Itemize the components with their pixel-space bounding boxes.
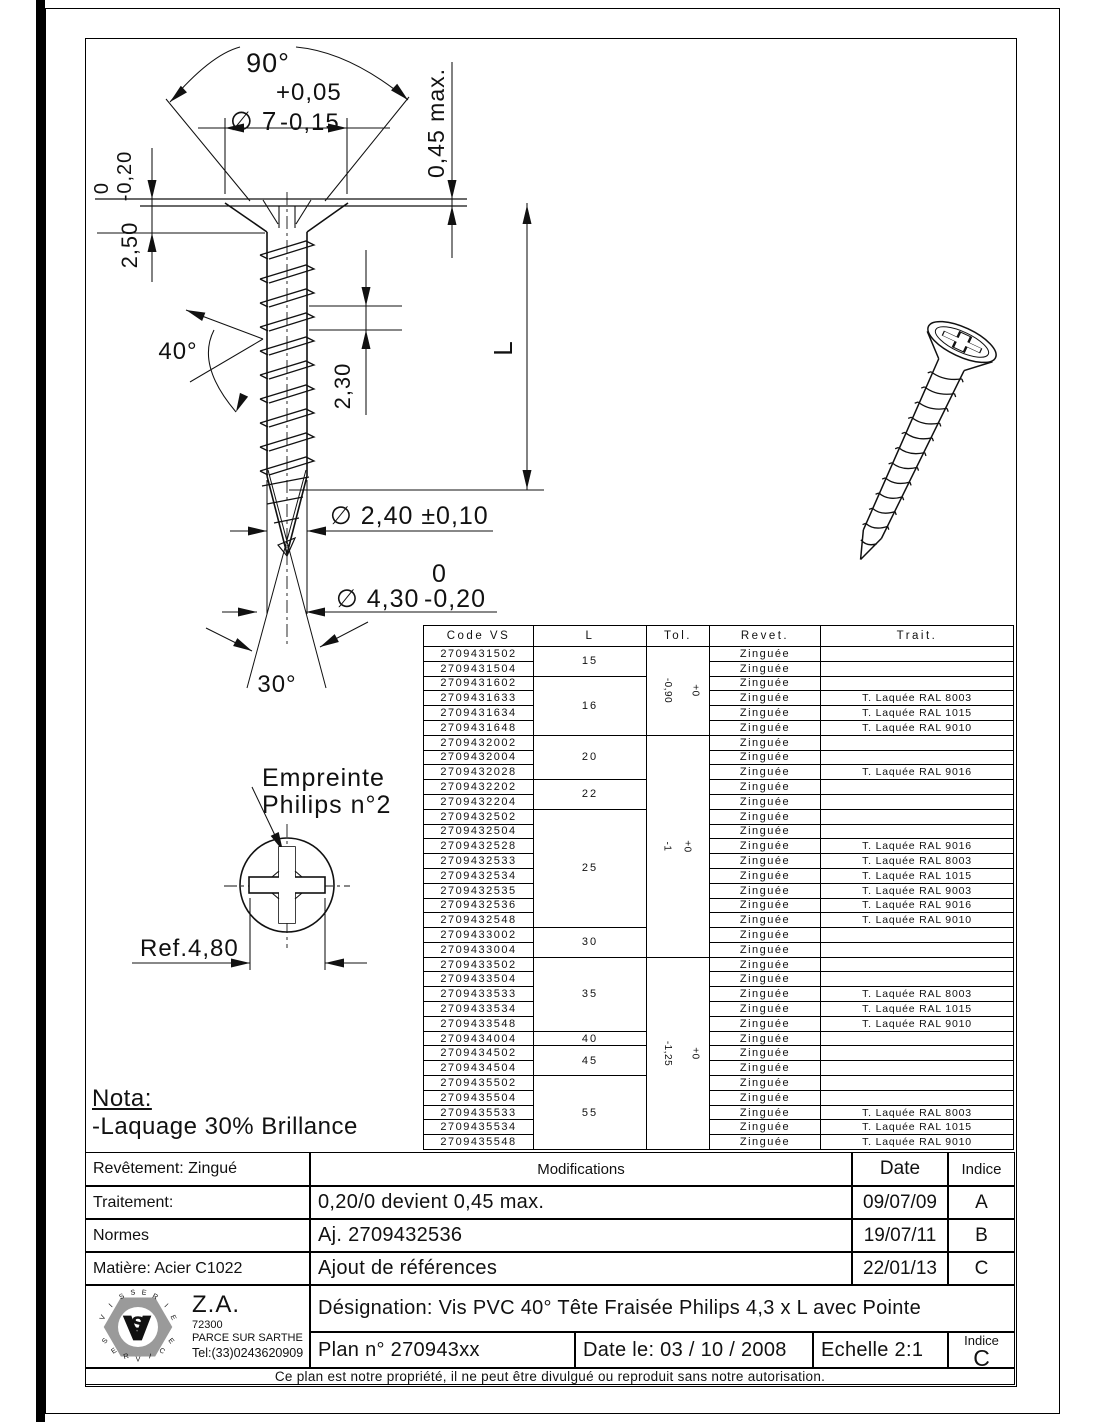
code-cell: 2709433504 (424, 972, 534, 987)
code-cell: 2709432004 (424, 751, 534, 766)
logo-arc-letter: S (100, 1336, 110, 1345)
length-cell: 22 (534, 780, 647, 810)
code-cell: 2709435534 (424, 1120, 534, 1135)
trait-cell: T. Laquée RAL 1015 (821, 706, 1014, 721)
indice-header: Indice (948, 1152, 1015, 1186)
modification-indice: C (948, 1252, 1015, 1285)
logo-arc-letter: I (147, 1351, 152, 1361)
code-cell: 2709432002 (424, 736, 534, 751)
dim-thread-angle: 40° (158, 338, 198, 365)
code-cell: 2709432504 (424, 825, 534, 840)
modifications-header: Modifications (310, 1152, 852, 1186)
trait-cell (821, 751, 1014, 766)
revet-cell: Zinguée (710, 825, 821, 840)
column-header: Trait. (821, 626, 1014, 647)
nota-line: -Laquage 30% Brillance (92, 1113, 358, 1140)
code-cell: 2709435504 (424, 1091, 534, 1106)
code-cell: 2709433502 (424, 958, 534, 973)
logo-monogram-s: S (131, 1313, 145, 1335)
modification-date: 09/07/09 (852, 1186, 948, 1219)
code-cell: 2709433534 (424, 1002, 534, 1017)
code-cell: 2709435533 (424, 1106, 534, 1121)
trait-cell: T. Laquée RAL 8003 (821, 854, 1014, 869)
code-cell: 2709433533 (424, 987, 534, 1002)
tolerance-cell (647, 736, 710, 958)
dim-head-dia: ∅ 7 (230, 106, 278, 136)
length-cell: 35 (534, 958, 647, 1032)
code-cell: 2709433002 (424, 928, 534, 943)
dim-head-h-zero: 0 (91, 181, 113, 195)
property-notice: Ce plan est notre propriété, il ne peut être divulgué ou reproduit sans notre autorisation. (85, 1368, 1015, 1385)
trait-cell: T. Laquée RAL 9003 (821, 884, 1014, 899)
indice-cell (948, 1332, 1015, 1368)
trait-cell (821, 736, 1014, 751)
logo-arc-letter: E (168, 1313, 178, 1321)
revet-cell: Zinguée (710, 810, 821, 825)
revet-cell: Zinguée (710, 721, 821, 736)
code-cell: 2709432202 (424, 780, 534, 795)
logo-arc-letter: R (122, 1351, 130, 1361)
logo-arc-letter: R (150, 1291, 160, 1301)
code-cell: 2709434004 (424, 1032, 534, 1047)
modification-date: 19/07/11 (852, 1219, 948, 1252)
logo-arc-letter: C (157, 1345, 167, 1356)
traitement-label: Traitement: (85, 1186, 310, 1219)
normes-label: Normes (85, 1219, 310, 1252)
revet-cell: Zinguée (710, 751, 821, 766)
tolerance-cell (647, 958, 710, 1150)
revet-cell: Zinguée (710, 1106, 821, 1121)
screw-isometric-view (827, 313, 1002, 575)
trait-cell (821, 810, 1014, 825)
code-cell: 2709432204 (424, 795, 534, 810)
revet-cell: Zinguée (710, 1046, 821, 1061)
code-cell: 2709434504 (424, 1061, 534, 1076)
dim-od: ∅ 4,30 (336, 585, 420, 613)
trait-cell: T. Laquée RAL 9010 (821, 1135, 1014, 1150)
plan-number: Plan n° 270943xx (310, 1332, 575, 1368)
revet-cell: Zinguée (710, 1120, 821, 1135)
dim-length: L (488, 340, 518, 356)
modification-row: Aj. 2709432536 (310, 1219, 852, 1252)
revet-cell: Zinguée (710, 736, 821, 751)
logo-arc-letter: I (162, 1301, 170, 1309)
code-cell: 2709432548 (424, 913, 534, 928)
vs-logo-icon (90, 1287, 186, 1367)
length-cell: 55 (534, 1076, 647, 1150)
trait-cell: T. Laquée RAL 9016 (821, 765, 1014, 780)
column-header: Tol. (647, 626, 710, 647)
dim-head-tol-minus: -0,15 (280, 109, 340, 136)
title-block (85, 1152, 1015, 1385)
trait-cell: T. Laquée RAL 9010 (821, 721, 1014, 736)
revet-cell: Zinguée (710, 958, 821, 973)
label-recess-1: Empreinte (262, 764, 385, 792)
tol-plus: +0 (689, 684, 701, 698)
company-za: Z.A. (192, 1291, 241, 1319)
logo-arc-letter: S (129, 1287, 136, 1297)
revet-cell: Zinguée (710, 647, 821, 662)
revet-cell: Zinguée (710, 839, 821, 854)
trait-cell (821, 1032, 1014, 1047)
dim-recess-depth: 0,45 max. (423, 68, 449, 178)
date-header: Date (852, 1152, 948, 1186)
code-cell: 2709433548 (424, 1017, 534, 1032)
company-city: PARCE SUR SARTHE (192, 1332, 303, 1345)
dim-head-h-minus: -0,20 (114, 150, 136, 202)
trait-cell: T. Laquée RAL 8003 (821, 1106, 1014, 1121)
revet-cell: Zinguée (710, 884, 821, 899)
trait-cell: T. Laquée RAL 1015 (821, 869, 1014, 884)
logo-arc-letter: E (109, 1345, 119, 1356)
label-recess-2: Philips n°2 (262, 791, 392, 819)
drawing-date: Date le: 03 / 10 / 2008 (575, 1332, 813, 1368)
modification-indice: A (948, 1186, 1015, 1219)
code-cell: 2709431633 (424, 691, 534, 706)
dim-od-minus: -0,20 (424, 585, 486, 613)
tol-plus: +0 (681, 840, 693, 853)
trait-cell (821, 958, 1014, 973)
tolerance-cell (647, 647, 710, 736)
column-header: Revet. (710, 626, 821, 647)
nota-title: Nota: (92, 1085, 152, 1112)
code-cell: 2709431504 (424, 662, 534, 677)
trait-cell: T. Laquée RAL 1015 (821, 1120, 1014, 1135)
code-cell: 2709434502 (424, 1046, 534, 1061)
length-cell: 40 (534, 1032, 647, 1047)
revet-cell: Zinguée (710, 1061, 821, 1076)
nota (92, 1085, 358, 1141)
trait-cell (821, 647, 1014, 662)
trait-cell (821, 795, 1014, 810)
column-header: Code VS (424, 626, 534, 647)
front-view (95, 192, 467, 948)
trait-cell (821, 1076, 1014, 1091)
modification-row: 0,20/0 devient 0,45 max. (310, 1186, 852, 1219)
revet-cell: Zinguée (710, 928, 821, 943)
code-cell: 2709431502 (424, 647, 534, 662)
trait-cell (821, 1061, 1014, 1076)
dim-head-height: 2,50 (117, 221, 142, 269)
company-logo-cell (85, 1285, 310, 1368)
dim-ref-width: Ref.4,80 (140, 935, 239, 962)
trait-cell: T. Laquée RAL 9016 (821, 899, 1014, 914)
code-cell: 2709432534 (424, 869, 534, 884)
phillips-top-view (240, 838, 334, 932)
indice-label: Indice (964, 1333, 999, 1348)
revet-cell: Zinguée (710, 795, 821, 810)
company-tel: Tel:(33)0243620909 (192, 1346, 304, 1361)
revet-cell: Zinguée (710, 869, 821, 884)
trait-cell: T. Laquée RAL 8003 (821, 691, 1014, 706)
trait-cell: T. Laquée RAL 9016 (821, 839, 1014, 854)
length-cell: 45 (534, 1046, 647, 1076)
logo-arc-letter: V (135, 1354, 141, 1363)
dim-head-angle: 90° (246, 48, 290, 78)
tol-minus: -1,25 (661, 1040, 673, 1066)
length-cell: 25 (534, 810, 647, 928)
logo-arc-letter: I (107, 1301, 115, 1309)
modification-row: Ajout de références (310, 1252, 852, 1285)
code-cell: 2709432028 (424, 765, 534, 780)
length-cell: 30 (534, 928, 647, 958)
trait-cell (821, 928, 1014, 943)
designation: Désignation: Vis PVC 40° Tête Fraisée Philips 4,3 x L avec Pointe (310, 1285, 1015, 1332)
dim-core-dia: ∅ 2,40 ±0,10 (330, 502, 489, 530)
modification-indice: B (948, 1219, 1015, 1252)
revet-cell: Zinguée (710, 854, 821, 869)
parts-table (423, 625, 1014, 1150)
code-cell: 2709432535 (424, 884, 534, 899)
trait-cell: T. Laquée RAL 1015 (821, 1002, 1014, 1017)
tol-minus: -0,90 (661, 678, 673, 704)
revet-cell: Zinguée (710, 1076, 821, 1091)
dim-pitch: 2,30 (330, 362, 355, 410)
code-cell: 2709432536 (424, 899, 534, 914)
revet-cell: Zinguée (710, 913, 821, 928)
dim-head-tol-plus: +0,05 (276, 79, 342, 106)
code-cell: 2709432528 (424, 839, 534, 854)
trait-cell (821, 943, 1014, 958)
scale: Echelle 2:1 (813, 1332, 948, 1368)
logo-arc-letter: S (117, 1291, 126, 1301)
code-cell: 2709432533 (424, 854, 534, 869)
revet-cell: Zinguée (710, 1032, 821, 1047)
code-cell: 2709431634 (424, 706, 534, 721)
revet-cell: Zinguée (710, 691, 821, 706)
revet-cell: Zinguée (710, 662, 821, 677)
logo-arc-letter: E (141, 1287, 148, 1297)
logo-arc-letter: V (98, 1313, 108, 1321)
dim-od-zero: 0 (432, 560, 447, 588)
logo-arc-letter: E (166, 1336, 176, 1345)
revet-cell: Zinguée (710, 677, 821, 692)
tol-minus: -1 (661, 841, 673, 852)
column-header: L (534, 626, 647, 647)
revet-cell: Zinguée (710, 706, 821, 721)
indice-value: C (973, 1345, 990, 1368)
trait-cell: T. Laquée RAL 9010 (821, 913, 1014, 928)
trait-cell (821, 780, 1014, 795)
revet-cell: Zinguée (710, 1017, 821, 1032)
trait-cell: T. Laquée RAL 9010 (821, 1017, 1014, 1032)
code-cell: 2709435502 (424, 1076, 534, 1091)
code-cell: 2709432502 (424, 810, 534, 825)
trait-cell (821, 677, 1014, 692)
company-zip: 72300 (192, 1319, 223, 1332)
code-cell: 2709435548 (424, 1135, 534, 1150)
code-cell: 2709431602 (424, 677, 534, 692)
company-address (192, 1293, 303, 1360)
trait-cell (821, 1046, 1014, 1061)
revet-cell: Zinguée (710, 899, 821, 914)
revet-cell: Zinguée (710, 780, 821, 795)
matiere-label: Matière: Acier C1022 (85, 1252, 310, 1285)
revetement-label: Revêtement: Zingué (85, 1152, 310, 1186)
trait-cell (821, 972, 1014, 987)
trait-cell (821, 1091, 1014, 1106)
revet-cell: Zinguée (710, 1002, 821, 1017)
revet-cell: Zinguée (710, 987, 821, 1002)
code-cell: 2709431648 (424, 721, 534, 736)
revet-cell: Zinguée (710, 972, 821, 987)
modification-date: 22/01/13 (852, 1252, 948, 1285)
revet-cell: Zinguée (710, 1091, 821, 1106)
trait-cell (821, 662, 1014, 677)
revet-cell: Zinguée (710, 765, 821, 780)
trait-cell: T. Laquée RAL 8003 (821, 987, 1014, 1002)
trait-cell (821, 825, 1014, 840)
code-cell: 2709433004 (424, 943, 534, 958)
tol-plus: +0 (689, 1047, 701, 1060)
dim-point-angle: 30° (257, 671, 297, 698)
length-cell: 15 (534, 647, 647, 677)
sheet-edge-strip (36, 0, 45, 1422)
length-cell: 16 (534, 677, 647, 736)
length-cell: 20 (534, 736, 647, 780)
revet-cell: Zinguée (710, 1135, 821, 1150)
revet-cell: Zinguée (710, 943, 821, 958)
